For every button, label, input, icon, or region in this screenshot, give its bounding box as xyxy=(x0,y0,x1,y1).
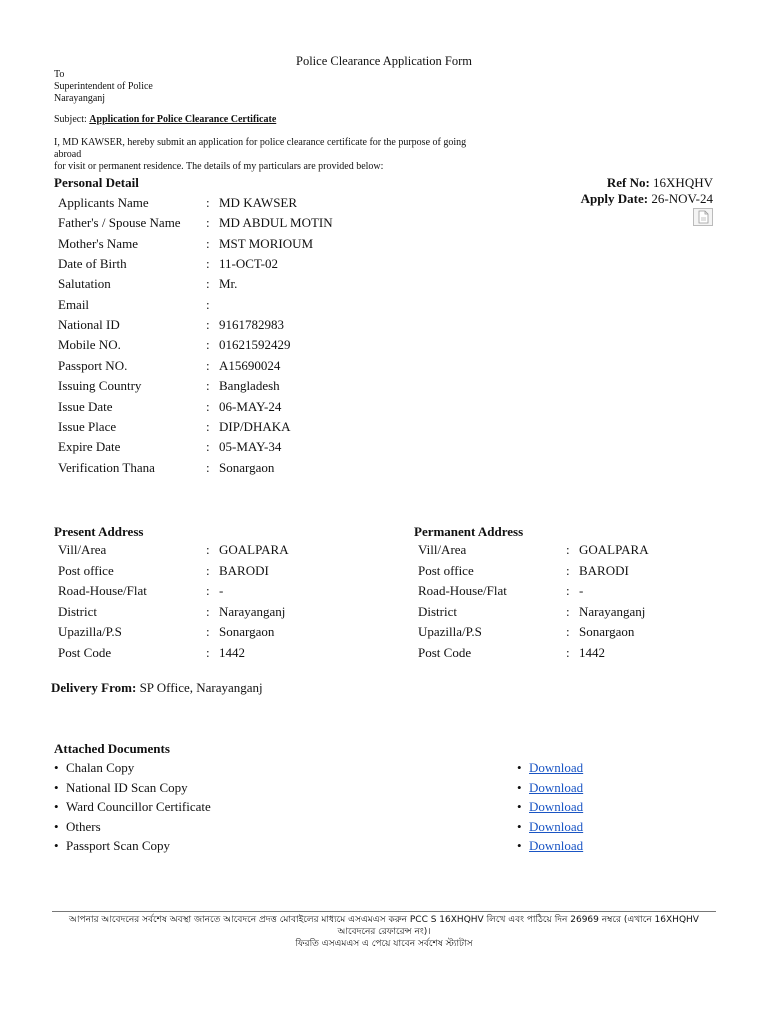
field-label: Post office xyxy=(418,562,474,578)
attachment-item xyxy=(54,817,101,837)
reference-block xyxy=(581,175,713,207)
sms-footer xyxy=(52,914,716,950)
table-row xyxy=(58,540,388,560)
download-link[interactable]: Download xyxy=(529,760,584,775)
apply-date xyxy=(581,191,713,207)
field-colon: : xyxy=(206,256,210,272)
table-row xyxy=(418,602,748,622)
bullet-dot: • xyxy=(54,838,59,854)
table-row xyxy=(58,458,388,478)
table-row xyxy=(58,376,388,396)
delivery-value: SP Office, Narayanganj xyxy=(139,680,263,695)
apply-date-value: 26-NOV-24 xyxy=(651,191,713,206)
field-label: Issuing Country xyxy=(58,378,142,394)
table-row xyxy=(418,622,748,642)
attachment-name: Others xyxy=(66,818,101,834)
table-row xyxy=(58,254,388,274)
field-colon: : xyxy=(206,296,210,312)
field-label: National ID xyxy=(58,317,120,333)
field-colon: : xyxy=(206,215,210,231)
attachment-item xyxy=(54,778,188,798)
addressee-location: Narayanganj xyxy=(54,93,106,104)
table-row xyxy=(58,356,388,376)
ref-no xyxy=(581,175,713,191)
field-value: 9161782983 xyxy=(219,317,284,333)
table-row xyxy=(58,643,388,663)
field-label: Salutation xyxy=(58,276,111,292)
field-value: GOALPARA xyxy=(219,542,289,557)
field-label: Mother's Name xyxy=(58,235,138,251)
personal-detail-heading: Personal Detail xyxy=(54,175,139,190)
field-value: 06-MAY-24 xyxy=(219,398,282,414)
field-value: Sonargaon xyxy=(219,624,275,639)
field-value: Bangladesh xyxy=(219,378,280,394)
field-label: Expire Date xyxy=(58,439,121,455)
field-value: 11-OCT-02 xyxy=(219,256,278,272)
table-row xyxy=(58,581,388,601)
field-colon: : xyxy=(206,603,210,619)
field-colon: : xyxy=(566,542,570,557)
bullet-dot: • xyxy=(54,779,59,795)
field-colon: : xyxy=(206,378,210,394)
table-row xyxy=(58,213,388,233)
field-label: Applicants Name xyxy=(58,195,149,210)
field-colon: : xyxy=(206,357,210,373)
table-row xyxy=(418,581,748,601)
table-row xyxy=(58,274,388,294)
field-colon: : xyxy=(206,562,210,578)
table-row xyxy=(58,335,388,355)
table-row xyxy=(58,561,388,581)
table-row xyxy=(58,417,388,437)
table-row xyxy=(418,561,748,581)
field-value: BARODI xyxy=(219,562,269,578)
field-colon: : xyxy=(206,337,210,353)
table-row xyxy=(58,437,388,457)
footer-line-2: ফিরতি এসএমএস এ পেয়ে যাবেন সর্বশেষ স্ট্যাটাস xyxy=(295,939,473,949)
field-colon: : xyxy=(206,418,210,434)
field-label: District xyxy=(58,603,97,619)
field-label: Post office xyxy=(58,562,114,578)
table-row xyxy=(58,622,388,642)
attachment-download xyxy=(517,758,583,778)
permanent-address-heading: Permanent Address xyxy=(414,524,524,539)
field-colon: : xyxy=(206,398,210,414)
field-colon: : xyxy=(206,439,210,455)
table-row xyxy=(58,234,388,254)
bullet-dot: • xyxy=(517,818,522,834)
field-colon: : xyxy=(566,624,570,639)
apply-date-label: Apply Date: xyxy=(580,191,649,206)
delivery-line xyxy=(51,680,263,696)
field-colon: : xyxy=(206,317,210,333)
field-value: 1442 xyxy=(579,644,605,660)
field-label: Issue Date xyxy=(58,398,113,414)
table-row xyxy=(58,397,388,417)
field-label: Passport NO. xyxy=(58,357,128,373)
field-colon: : xyxy=(566,562,570,578)
document-icon[interactable] xyxy=(693,208,713,226)
attachment-download xyxy=(517,836,583,856)
field-label: Email xyxy=(58,296,90,312)
field-value: - xyxy=(219,583,224,598)
field-label: Verification Thana xyxy=(58,459,155,475)
field-colon: : xyxy=(206,235,210,251)
table-row xyxy=(58,193,388,213)
attachment-name: Passport Scan Copy xyxy=(66,838,170,854)
field-value: Narayanganj xyxy=(219,603,286,619)
field-label: Upazilla/P.S xyxy=(58,624,122,639)
field-colon: : xyxy=(206,583,210,598)
field-colon: : xyxy=(566,644,570,660)
field-colon: : xyxy=(206,542,210,557)
footer-divider xyxy=(52,911,716,912)
footer-line-1: আপনার আবেদনের সর্বশেষ অবস্থা জানতে আবেদনে প্রদত্ত মোবাইলের মাধ্যমে এসএমএস করুন PCC S 16XHQHV লিখে এবং পাঠিয়ে দিন 26969 নম্বরে (এখানে 16XHQHV আবেদনের রেফারেন্স নং)। xyxy=(69,915,699,937)
table-row xyxy=(58,315,388,335)
bullet-dot: • xyxy=(517,760,522,775)
field-value: Sonargaon xyxy=(579,624,635,639)
subject-label: Subject: xyxy=(54,114,87,125)
field-label: District xyxy=(418,603,457,619)
field-value: Sonargaon xyxy=(219,459,275,475)
attachment-download xyxy=(517,797,583,817)
table-row xyxy=(58,602,388,622)
field-value: MST MORIOUM xyxy=(219,235,314,251)
subject-value: Application for Police Clearance Certificate xyxy=(89,114,277,125)
bullet-dot: • xyxy=(517,838,522,854)
table-row xyxy=(418,540,748,560)
present-address-heading: Present Address xyxy=(54,524,144,539)
table-row xyxy=(418,643,748,663)
field-label: Vill/Area xyxy=(418,542,467,557)
field-label: Road-House/Flat xyxy=(58,583,147,598)
attachment-item xyxy=(54,797,211,817)
field-value: - xyxy=(579,583,584,598)
field-value: GOALPARA xyxy=(579,542,649,557)
field-label: Road-House/Flat xyxy=(418,583,507,598)
download-link[interactable]: Download xyxy=(529,818,584,834)
field-label: Mobile NO. xyxy=(58,337,121,353)
attachment-item xyxy=(54,758,134,778)
download-link[interactable]: Download xyxy=(529,779,584,795)
field-colon: : xyxy=(566,583,570,598)
page-title: Police Clearance Application Form xyxy=(296,54,472,68)
field-label: Date of Birth xyxy=(58,256,127,272)
field-value: DIP/DHAKA xyxy=(219,418,291,434)
field-colon: : xyxy=(206,644,210,660)
field-colon: : xyxy=(566,603,570,619)
attachment-item xyxy=(54,836,170,856)
attachment-download xyxy=(517,817,583,837)
ref-no-value: 16XHQHV xyxy=(653,175,713,190)
field-colon: : xyxy=(206,624,210,639)
attachment-name: Chalan Copy xyxy=(66,760,135,775)
attached-documents-heading: Attached Documents xyxy=(54,741,170,756)
field-value: 01621592429 xyxy=(219,337,291,353)
field-colon: : xyxy=(206,276,210,292)
field-label: Father's / Spouse Name xyxy=(58,215,181,231)
addressee-to: To xyxy=(54,69,65,80)
attachment-download xyxy=(517,778,583,798)
field-value: MD ABDUL MOTIN xyxy=(219,215,333,231)
field-label: Upazilla/P.S xyxy=(418,624,482,639)
intro-line-1: I, MD KAWSER, hereby submit an application for police clearance certificate for the purpose of going abroad xyxy=(54,137,467,160)
download-link[interactable]: Download xyxy=(529,799,584,815)
field-colon: : xyxy=(206,459,210,475)
bullet-dot: • xyxy=(517,779,522,795)
bullet-dot: • xyxy=(54,799,59,815)
table-row xyxy=(58,295,388,315)
subject-line xyxy=(54,114,276,125)
field-label: Post Code xyxy=(418,644,472,660)
field-value: MD KAWSER xyxy=(219,195,298,210)
field-value: 05-MAY-34 xyxy=(219,439,282,455)
bullet-dot: • xyxy=(54,818,59,834)
field-value: Mr. xyxy=(219,276,238,292)
field-label: Vill/Area xyxy=(58,542,107,557)
field-value: 1442 xyxy=(219,644,245,660)
attachment-name: Ward Councillor Certificate xyxy=(66,799,211,815)
ref-no-label: Ref No: xyxy=(606,175,650,190)
field-value: Narayanganj xyxy=(579,603,646,619)
field-label: Issue Place xyxy=(58,418,117,434)
bullet-dot: • xyxy=(517,799,522,815)
delivery-label: Delivery From: xyxy=(51,680,137,695)
bullet-dot: • xyxy=(54,760,59,775)
field-value: A15690024 xyxy=(219,357,281,373)
download-link[interactable]: Download xyxy=(529,838,584,854)
intro-paragraph xyxy=(54,137,494,173)
field-value: BARODI xyxy=(579,562,629,578)
intro-line-2: for visit or permanent residence. The details of my particulars are provided below: xyxy=(54,161,384,172)
addressee-block xyxy=(54,69,153,105)
attachment-name: National ID Scan Copy xyxy=(66,779,188,795)
addressee-designation: Superintendent of Police xyxy=(54,81,153,92)
field-colon: : xyxy=(206,195,210,210)
field-label: Post Code xyxy=(58,644,112,660)
